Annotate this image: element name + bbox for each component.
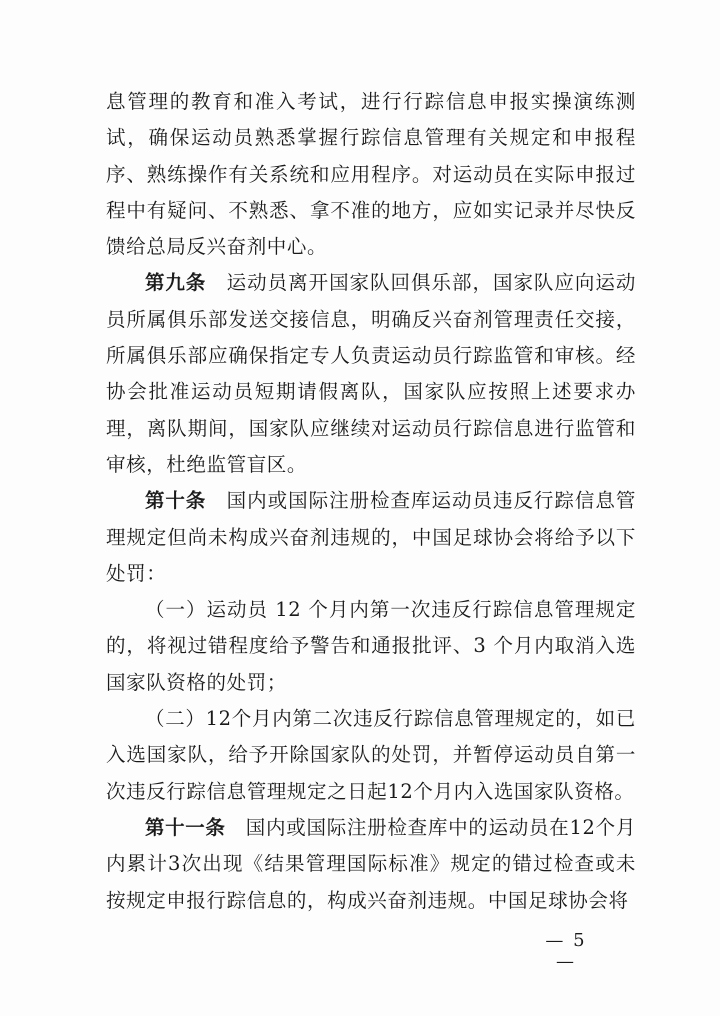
paragraph-article-11 (106, 810, 636, 919)
paragraph-item-2 (106, 701, 636, 810)
paragraph-text: （一）运动员 12 个月内第一次违反行踪信息管理规定的，将视过错程度给予警告和通报批评、3 个月内取消入选国家队资格的处罚； (106, 598, 636, 694)
document-body (106, 84, 636, 919)
paragraph-text: 运动员离开国家队回俱乐部，国家队应向运动员所属俱乐部发送交接信息，明确反兴奋剂管理责任交接，所属俱乐部应确保指定专人负责运动员行踪监管和审核。经协会批准运动员短期请假离队，国家队应按照上述要求办理，离队期间，国家队应继续对运动员行踪信息进行监管和审核，杜绝监管盲区。 (106, 271, 636, 476)
paragraph-text: 国内或国际注册检查库中的运动员在12个月内累计3次出现《结果管理国际标准》规定的错过检查或未按规定申报行踪信息的，构成兴奋剂违规。中国足球协会将 (106, 815, 636, 912)
page-number: — 5 — (545, 930, 587, 972)
paragraph-article-10 (106, 483, 636, 592)
paragraph-text: 国内或国际注册检查库运动员违反行踪信息管理规定但尚未构成兴奋剂违规的，中国足球协会将给予以下处罚： (106, 489, 636, 585)
article-heading: 第九条 (145, 271, 207, 295)
paragraph-text: 息管理的教育和准入考试，进行行踪信息申报实操演练测试，确保运动员熟悉掌握行踪信息管理有关规定和申报程序、熟练操作有关系统和应用程序。对运动员在实际申报过程中有疑问、不熟悉、拿不准的地方，应如实记录并尽快反馈给总局反兴奋剂中心。 (106, 90, 636, 259)
paragraph-item-1 (106, 592, 636, 701)
article-heading: 第十一条 (145, 815, 226, 839)
paragraph-text: （二）12个月内第二次违反行踪信息管理规定的，如已入选国家队，给予开除国家队的处罚，并暂停运动员自第一次违反行踪信息管理规定之日起12个月内入选国家队资格。 (106, 707, 636, 803)
paragraph-continued (106, 84, 636, 265)
article-heading: 第十条 (145, 489, 207, 513)
paragraph-article-9 (106, 265, 636, 483)
